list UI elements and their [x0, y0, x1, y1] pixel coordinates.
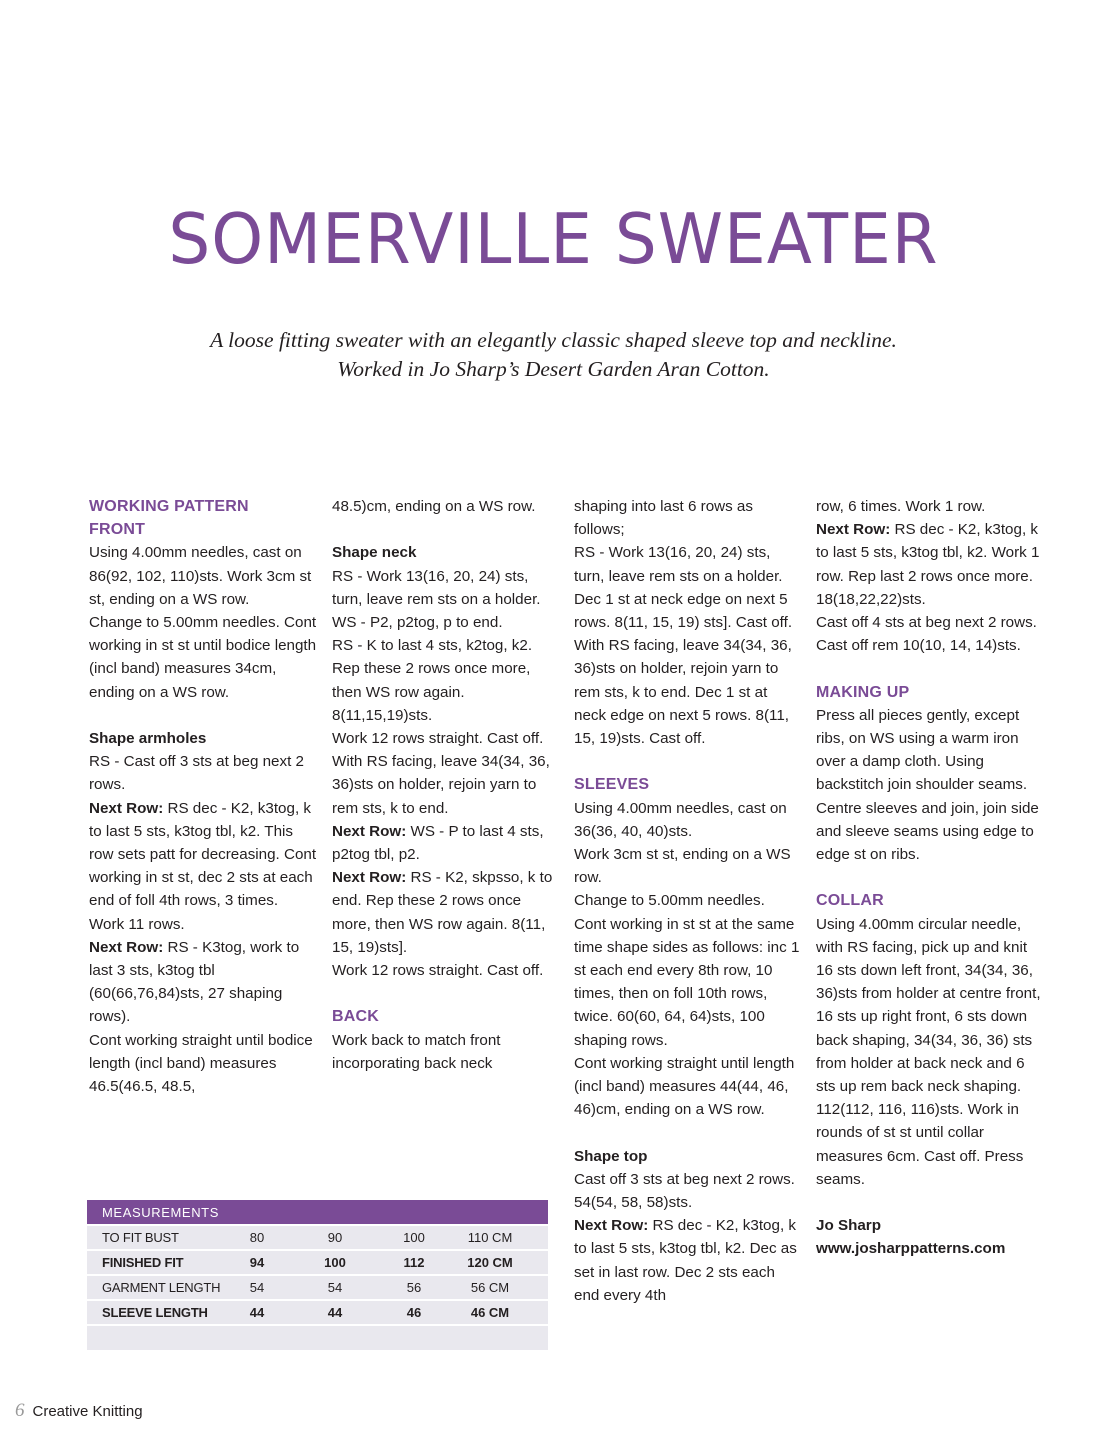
- paragraph: Next Row: RS - K2, skpsso, k to end. Rep these 2 rows once more, then WS row again. 8(11, 15, 19)sts].: [332, 869, 553, 956]
- paragraph: RS - K to last 4 sts, k2tog, k2.: [332, 637, 533, 655]
- cell: 100: [324, 1255, 346, 1270]
- paragraph: WS - P2, p2tog, p to end.: [332, 614, 503, 631]
- section-heading-front: FRONT: [89, 521, 146, 539]
- next-row-label: Next Row:: [332, 822, 407, 840]
- paragraph: 48.5)cm, ending on a WS row.: [332, 498, 536, 515]
- page-title: SOMERVILLE SWEATER: [168, 199, 939, 280]
- paragraph: Cont working straight until length (incl band) measures 44(44, 46, 46)cm, ending on a WS row.: [574, 1054, 795, 1119]
- cell: 120 CM: [467, 1255, 513, 1270]
- designer-name: Jo Sharp: [816, 1217, 881, 1235]
- subtitle-line-1: A loose fitting sweater with an elegantly classic shaped sleeve top and neckline.: [210, 328, 897, 352]
- paragraph: With RS facing, leave 34(34, 36, 36)sts on holder, rejoin yarn to rem sts, k to end.: [332, 753, 550, 817]
- page-footer: [15, 1400, 143, 1422]
- page-number: 6: [15, 1400, 25, 1421]
- cell: 44: [327, 1305, 343, 1320]
- publication-name: Creative Knitting: [32, 1403, 143, 1420]
- cell: 46: [406, 1305, 422, 1320]
- website-link[interactable]: www.josharppatterns.com: [816, 1240, 1006, 1258]
- table-row: [87, 1251, 548, 1274]
- section-heading-back: BACK: [332, 1008, 380, 1026]
- cell: 56 CM: [470, 1280, 510, 1295]
- paragraph: Next Row: RS dec - K2, k3tog, k to last 5 sts, k3tog tbl, k2. This row sets patt for decreasing. Cont working in st st, dec 2 sts at each end of foll 4th rows, 3 times.: [89, 799, 317, 910]
- next-row-label: Next Row:: [89, 938, 164, 956]
- paragraph: Cast off 4 sts at beg next 2 rows. Cast off rem 10(10, 14, 14)sts.: [816, 614, 1037, 655]
- paragraph: Cont working straight until bodice length (incl band) measures 46.5(46.5, 48.5,: [89, 1031, 313, 1096]
- paragraph: Using 4.00mm needles, cast on 86(92, 102, 110)sts. Work 3cm st st, ending on a WS row.: [89, 544, 312, 608]
- cell: 80: [249, 1230, 265, 1245]
- paragraph: Using 4.00mm circular needle, with RS facing, pick up and knit 16 sts down left front, 34(34, 36, 36)sts from holder at centre front, 16 sts up right front, 6 sts down back shaping, 34(34, 36, 36) sts from holder at back neck and 6 sts up rem back neck shaping. 112(112, 116, 116)sts. Work in rounds of st st until collar measures 6cm. Cast off. Press seams.: [816, 915, 1041, 1188]
- paragraph: RS - Work 13(16, 20, 24) sts, turn, leave rem sts on a holder. Dec 1 st at neck edge on next 5 rows. 8(11, 15, 19) sts]. Cast off.: [574, 544, 793, 632]
- column-2: [332, 495, 560, 1075]
- row-label: GARMENT LENGTH: [102, 1280, 221, 1295]
- measurements-header: MEASUREMENTS: [87, 1200, 548, 1224]
- section-heading-sleeves: SLEEVES: [574, 776, 650, 794]
- cell: 54: [327, 1280, 343, 1295]
- paragraph: RS - Cast off 3 sts at beg next 2 rows.: [89, 753, 304, 794]
- subtitle-line-2: Worked in Jo Sharp’s Desert Garden Aran Cotton.: [337, 357, 770, 381]
- paragraph: Next Row: RS dec - K2, k3tog, k to last 5 sts, k3tog tbl, k2. Dec as set in last row. Dec 2 sts each end every 4th: [574, 1217, 797, 1304]
- paragraph: Rep these 2 rows once more, then WS row again. 8(11,15,19)sts.: [332, 660, 531, 724]
- paragraph: Cast off 3 sts at beg next 2 rows. 54(54, 58, 58)sts.: [574, 1170, 795, 1212]
- measurements-table: [87, 1200, 548, 1352]
- column-4: [816, 495, 1042, 1261]
- cell: 100: [403, 1230, 425, 1245]
- paragraph: Change to 5.00mm needles.: [574, 892, 765, 910]
- section-heading-collar: COLLAR: [816, 892, 884, 910]
- next-row-label: Next Row:: [89, 799, 164, 817]
- cell: 110 CM: [467, 1230, 513, 1245]
- paragraph: row, 6 times. Work 1 row.: [816, 498, 986, 515]
- paragraph: With RS facing, leave 34(34, 36, 36)sts on holder, rejoin yarn to rem sts, k to end. Dec 1 st at neck edge on next 5 rows. 8(11, 15, 19)sts. Cast off.: [574, 637, 792, 748]
- paragraph: Next Row: WS - P to last 4 sts, p2tog tbl, p2.: [332, 822, 544, 864]
- next-row-label: Next Row:: [816, 521, 891, 539]
- column-3: [574, 495, 802, 1307]
- table-row: [87, 1301, 548, 1324]
- cell: 112: [403, 1255, 425, 1270]
- next-row-label: Next Row:: [332, 869, 407, 887]
- cell: 54: [249, 1280, 265, 1295]
- column-1: [89, 495, 317, 1098]
- table-row: [87, 1226, 548, 1249]
- paragraph: Cont working in st st at the same time shape sides as follows: inc 1 st each end every 8th row, 10 times, then on foll 10th rows, twice. 60(60, 64, 64)sts, 100 shaping rows.: [574, 915, 800, 1049]
- paragraph: Next Row: RS dec - K2, k3tog, k to last 5 sts, k3tog tbl, k2. Work 1 row. Rep last 2 rows once more. 18(18,22,22)sts.: [816, 521, 1040, 608]
- subheading-shape-neck: Shape neck: [332, 544, 417, 562]
- cell: 90: [327, 1230, 343, 1245]
- paragraph: Work 3cm st st, ending on a WS row.: [574, 846, 791, 887]
- cell: 46 CM: [470, 1305, 510, 1320]
- paragraph: Using 4.00mm needles, cast on 36(36, 40, 40)sts.: [574, 799, 787, 840]
- paragraph: Work 12 rows straight. Cast off.: [332, 730, 544, 748]
- section-heading-making-up: MAKING UP: [816, 683, 910, 701]
- section-heading-working-pattern: WORKING PATTERN: [89, 498, 249, 515]
- next-row-label: Next Row:: [574, 1217, 649, 1235]
- row-label: SLEEVE LENGTH: [102, 1305, 208, 1320]
- paragraph: Change to 5.00mm needles. Cont working in st st until bodice length (incl band) measures 34cm, ending on a WS row.: [89, 614, 317, 701]
- paragraph: Press all pieces gently, except ribs, on WS using a warm iron over a damp cloth. Using backstitch join shoulder seams. Centre sleeves and join, join side and sleeve seams using edge to edge st on ribs.: [816, 706, 1039, 864]
- paragraph: Work 11 rows.: [89, 915, 185, 933]
- table-row: [87, 1276, 548, 1299]
- paragraph: RS - Work 13(16, 20, 24) sts, turn, leave rem sts on a holder.: [332, 567, 541, 608]
- subheading-shape-armholes: Shape armholes: [89, 730, 207, 748]
- cell: 94: [249, 1255, 265, 1270]
- table-row-empty: [87, 1326, 548, 1350]
- subheading-shape-top: Shape top: [574, 1147, 648, 1165]
- row-label: FINISHED FIT: [102, 1255, 184, 1270]
- paragraph: Work 12 rows straight. Cast off.: [332, 962, 544, 980]
- row-label: TO FIT BUST: [102, 1230, 179, 1245]
- paragraph: Work back to match front incorporating back neck: [332, 1031, 501, 1072]
- paragraph: Next Row: RS - K3tog, work to last 3 sts, k3tog tbl (60(66,76,84)sts, 27 shaping rows).: [89, 938, 300, 1026]
- cell: 44: [249, 1305, 265, 1320]
- cell: 56: [406, 1280, 422, 1295]
- subtitle: [0, 326, 1107, 384]
- paragraph: shaping into last 6 rows as follows;: [574, 498, 753, 539]
